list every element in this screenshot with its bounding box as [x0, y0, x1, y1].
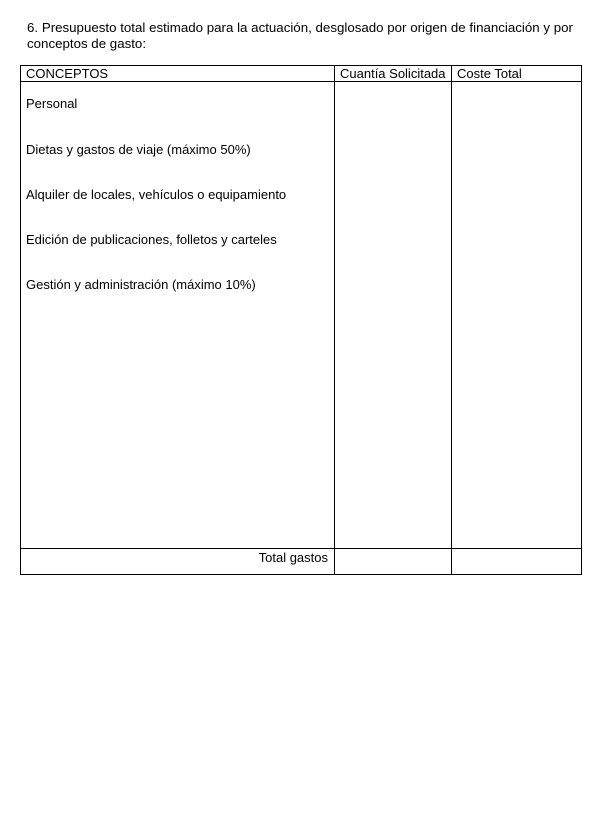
concept-item: Gestión y administración (máximo 10%): [26, 277, 256, 292]
header-concepts: CONCEPTOS: [26, 66, 109, 81]
header-requested-amount: Cuantía Solicitada: [340, 66, 446, 81]
header-total-cost: Coste Total: [457, 66, 522, 81]
total-label: Total gastos: [258, 550, 328, 565]
section-heading: 6. Presupuesto total estimado para la actuación, desglosado por origen de financiación y por conceptos de gasto:: [27, 20, 573, 51]
concept-item: Personal: [26, 96, 78, 111]
concept-item: Dietas y gastos de viaje (máximo 50%): [26, 142, 251, 157]
concept-item: Alquiler de locales, vehículos o equipamiento: [26, 187, 287, 202]
budget-table: [20, 65, 582, 575]
concept-item: Edición de publicaciones, folletos y carteles: [26, 232, 277, 247]
total-cost-total-cell[interactable]: [452, 549, 581, 574]
total-requested-cell[interactable]: [335, 549, 451, 574]
total-cost-cell[interactable]: [452, 82, 581, 548]
requested-amount-cell[interactable]: [335, 82, 451, 548]
